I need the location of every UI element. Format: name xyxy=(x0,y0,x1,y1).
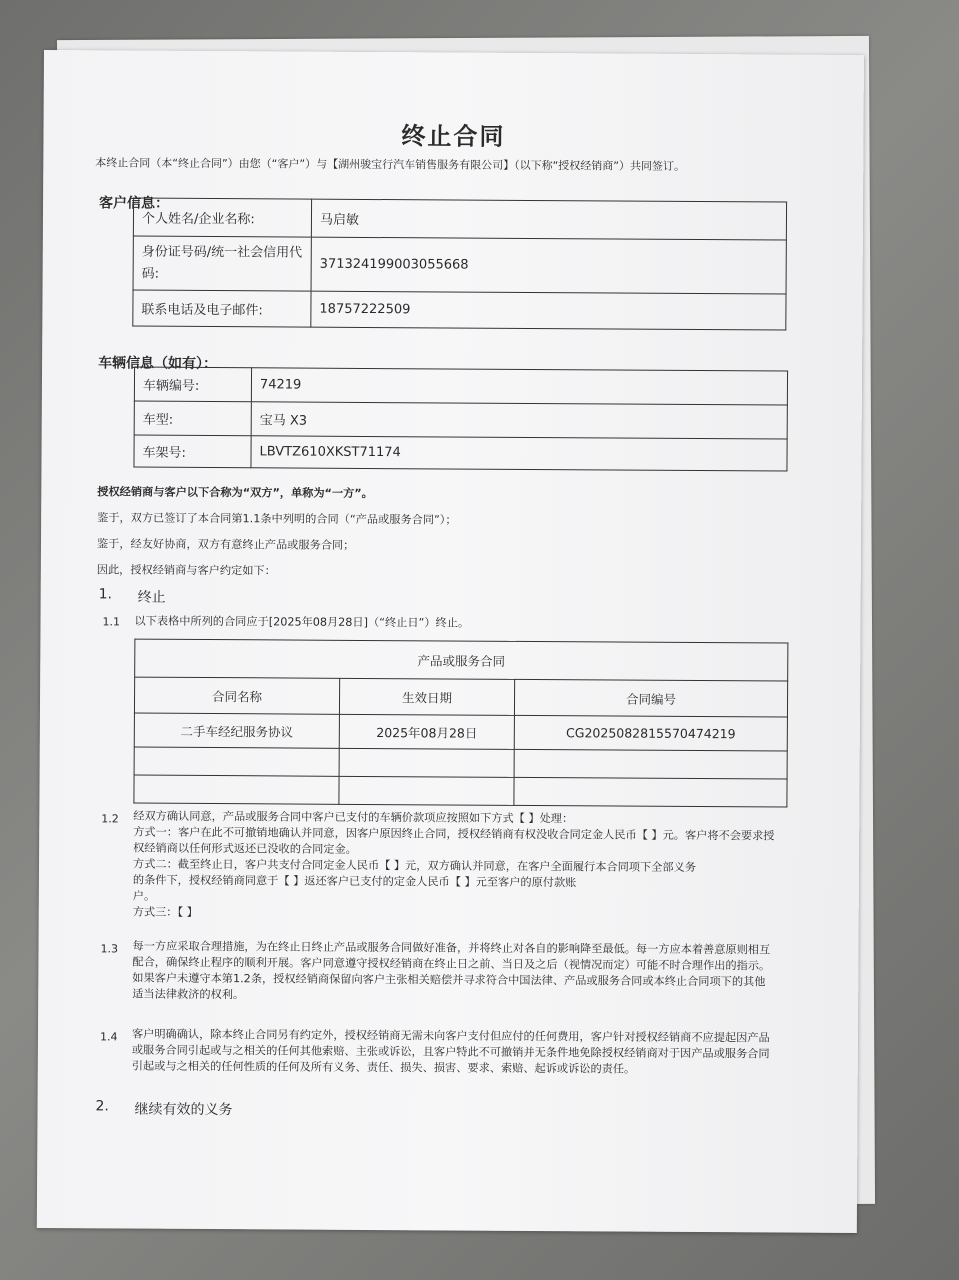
vehicle-value: 74219 xyxy=(251,368,787,405)
table-title-row xyxy=(135,639,788,681)
clause-1-4 xyxy=(132,1027,770,1079)
section-number: 1. xyxy=(98,586,113,603)
clause-line: 经双方确认同意，产品或服务合同中客户已支付的车辆价款项应按照如下方式【 】处理： xyxy=(133,809,574,826)
section-title: 终止 xyxy=(137,589,166,606)
clause-line: 适当法律救济的权利。 xyxy=(132,987,245,1002)
table-header-row xyxy=(134,677,787,717)
clause-line: 方式二：截至终止日，客户共支付合同定金人民币【 】元，双方确认并同意，在客户全面履行本合同项下全部义务 xyxy=(132,857,696,874)
clause-line: 配合，确保终止程序的顺利开展。客户同意遵守授权经销商在终止日之前、当日及之后（视情况而定）可能不时合理作出的指示。 xyxy=(132,955,771,973)
contract-date-cell: 2025年08月28日 xyxy=(339,714,514,749)
vehicle-label: 车架号: xyxy=(134,435,251,468)
clause-line: 方式一：客户在此不可撤销地确认并同意，因客户原因终止合同，授权经销商有权没收合同定金人民币【 】元。客户将不会要求授 xyxy=(133,825,775,843)
clause-line: 方式三：【 】 xyxy=(132,905,198,919)
intro-paragraph: 本终止合同（本“终止合同”）由您（“客户”）与【湖州骏宝行汽车销售服务有限公司】（以下称“授权经销商”）共同签订。 xyxy=(95,156,686,173)
clause-number: 1.1 xyxy=(102,615,121,629)
clause-line: 权经销商以任何形式返还已没收的合同定金。 xyxy=(133,841,357,856)
clause-line: 或服务合同引起或与之相关的任何其他索赔、主张或诉讼，且客户特此不可撤销并无条件地免除授权经销商对于因产品或服务合同 xyxy=(131,1043,770,1061)
clause-number: 1.4 xyxy=(99,1030,118,1044)
therefore-clause: 因此，授权经销商与客户约定如下： xyxy=(96,563,276,578)
section-number: 2. xyxy=(95,1098,109,1115)
whereas-clause: 鉴于，经友好协商，双方有意终止产品或服务合同； xyxy=(96,537,355,552)
customer-label: 联系电话及电子邮件: xyxy=(133,290,311,327)
document-page xyxy=(37,50,864,1233)
vehicle-section-heading: 车辆信息（如有）： xyxy=(98,355,218,373)
document-title: 终止合同 xyxy=(401,122,506,151)
customer-row xyxy=(133,198,786,240)
column-header: 合同编号 xyxy=(514,679,787,717)
contract-name-cell: 二手车经纪服务协议 xyxy=(134,713,339,748)
customer-label: 身份证号码/统一社会信用代码: xyxy=(133,236,311,291)
parties-definition: 授权经销商与客户以下合称为“双方”，单称为“一方”。 xyxy=(97,485,373,501)
table-row xyxy=(134,775,787,807)
customer-section-heading: 客户信息： xyxy=(99,195,170,212)
contract-number-cell xyxy=(514,749,787,779)
contract-name-cell xyxy=(134,747,339,776)
section-title: 继续有效的义务 xyxy=(134,1101,233,1119)
customer-value: 371324199003055668 xyxy=(311,237,786,294)
vehicle-value: LBVTZ610XKST71174 xyxy=(251,436,787,471)
vehicle-row xyxy=(134,435,787,471)
contract-table xyxy=(133,639,788,808)
vehicle-row xyxy=(134,401,787,439)
whereas-clause: 鉴于，双方已签订了本合同第1.1条中列明的合同（“产品或服务合同”）； xyxy=(97,511,457,527)
customer-value: 18757222509 xyxy=(311,291,786,330)
clause-line: 如果客户未遵守本第1.2条，授权经销商保留向客户主张相关赔偿并寻求符合中国法律、产品或服务合同或本终止合同项下的其他 xyxy=(132,971,766,989)
vehicle-label: 车辆编号: xyxy=(134,367,251,402)
customer-info-table xyxy=(132,198,787,331)
clause-1-3 xyxy=(132,939,770,1007)
clause-text: 以下表格中所列的合同应于[2025年08月28日]（“终止日”）终止。 xyxy=(134,614,470,630)
vehicle-row xyxy=(134,367,787,405)
contract-date-cell xyxy=(339,748,514,777)
customer-label: 个人姓名/企业名称: xyxy=(133,198,311,237)
clause-line: 每一方应采取合理措施，为在终止日终止产品或服务合同做好准备，并将终止对各自的影响降至最低。每一方应本着善意原则相互 xyxy=(132,939,771,957)
clause-line: 的条件下，授权经销商同意于【 】返还客户已支付的定金人民币【 】元至客户的原付款账 xyxy=(132,873,577,890)
clause-line: 引起或与之相关的任何性质的任何及所有义务、责任、损失、损害、要求、索赔、起诉或诉讼的责任。 xyxy=(131,1059,636,1076)
vehicle-info-table xyxy=(133,367,788,472)
contract-number-cell xyxy=(514,777,787,807)
table-row xyxy=(134,747,787,779)
customer-value: 马启敏 xyxy=(311,199,786,240)
clause-line: 客户明确确认，除本终止合同另有约定外，授权经销商无需未向客户支付但应付的任何费用，客户针对授权经销商不应提起因产品 xyxy=(131,1027,770,1045)
customer-row xyxy=(133,290,786,330)
clause-number: 1.3 xyxy=(100,942,119,956)
column-header: 生效日期 xyxy=(339,678,514,715)
contract-table-title: 产品或服务合同 xyxy=(135,639,788,681)
contract-name-cell xyxy=(134,775,339,804)
clause-1-2 xyxy=(133,809,775,925)
clause-number: 1.2 xyxy=(101,812,119,826)
customer-row xyxy=(133,236,786,294)
vehicle-value: 宝马 X3 xyxy=(251,402,787,439)
contract-number-cell: CG2025082815570474219 xyxy=(514,715,787,751)
table-row xyxy=(134,713,787,751)
clause-line: 户。 xyxy=(132,889,156,903)
column-header: 合同名称 xyxy=(134,677,339,714)
contract-date-cell xyxy=(339,776,514,805)
vehicle-label: 车型: xyxy=(134,401,251,436)
